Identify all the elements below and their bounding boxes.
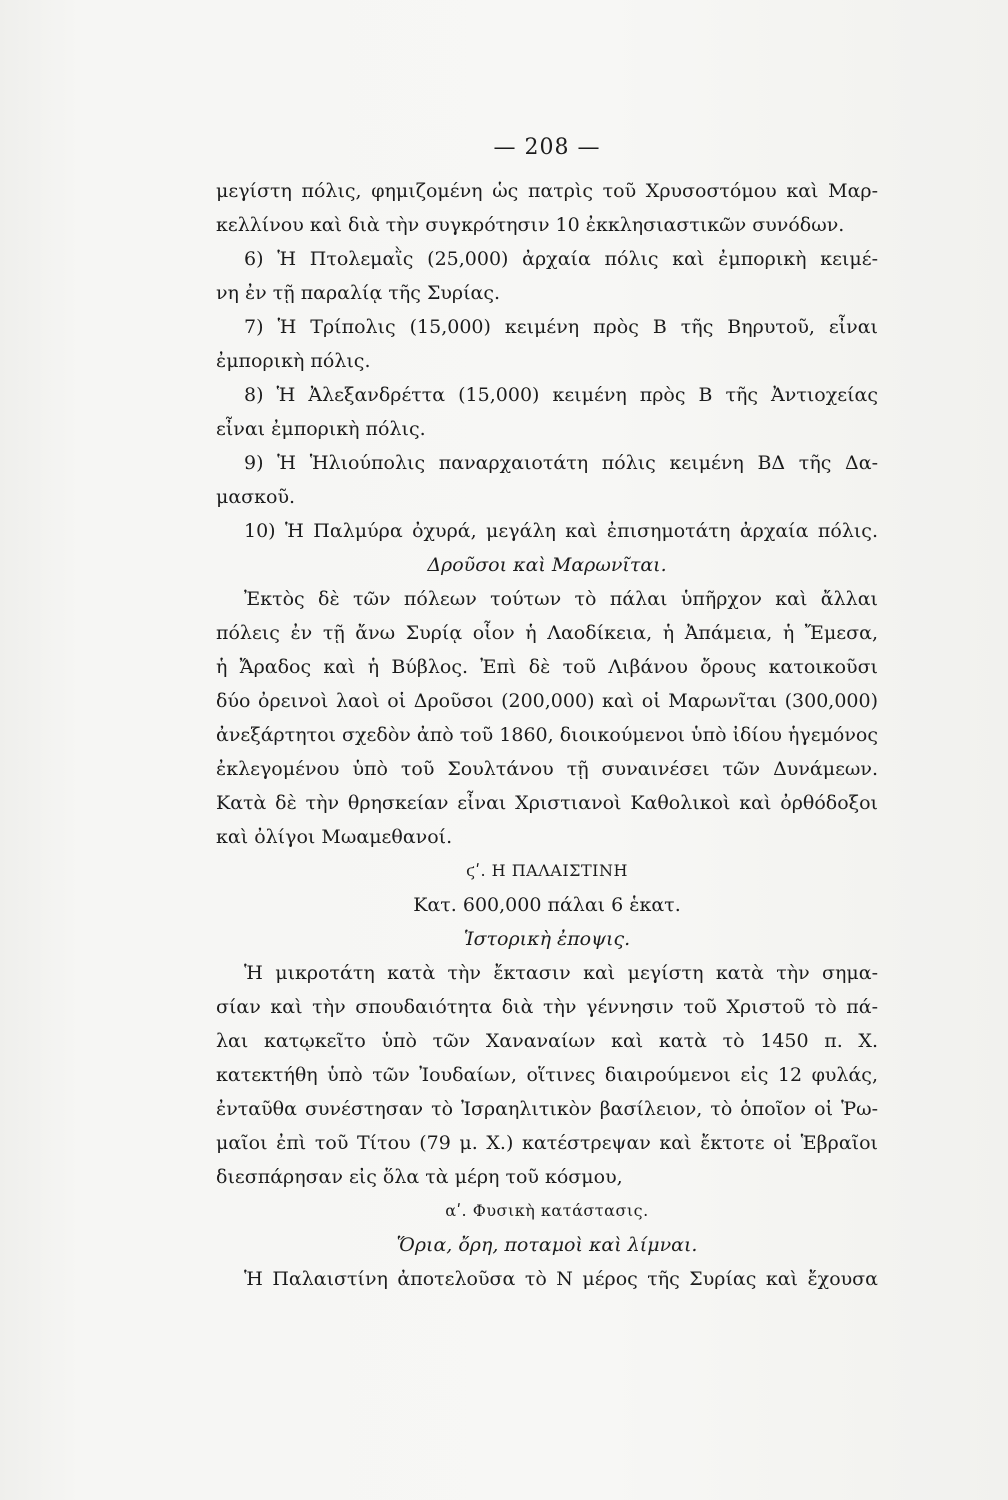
text-line: Κατὰ δὲ τὴν θρησκείαν εἶναι Χριστιανοὶ Καθολικοὶ καὶ ὀρθόδοξοι <box>216 792 878 814</box>
text-line: μεγίστη πόλις, φημιζομένη ὡς πατρὶς τοῦ Χρυσοστόμου καὶ Μαρ- <box>216 180 878 202</box>
text-line: διεσπάρησαν εἰς ὅλα τὰ μέρη τοῦ κόσμου, <box>216 1166 623 1188</box>
text-line: ἐκλεγομένου ὑπὸ τοῦ Σουλτάνου τῇ συναινέσει τῶν Δυνάμεων. <box>216 758 878 780</box>
text-line: ἡ Ἄραδος καὶ ἡ Βύβλος. Ἐπὶ δὲ τοῦ Λιβάνου ὄρους κατοικοῦσι <box>216 656 878 678</box>
paragraph-borders <box>216 1262 878 1296</box>
text-line: δύο ὀρεινοὶ λαοὶ οἱ Δροῦσοι (200,000) καὶ οἱ Μαρωνῖται (300,000) <box>216 690 878 712</box>
text-line: Ἡ Παλαιστίνη ἀποτελοῦσα τὸ Ν μέρος τῆς Συρίας καὶ ἔχουσα <box>244 1268 878 1290</box>
section-heading-druzes: Δροῦσοι καὶ Μαρωνῖται. <box>427 554 667 576</box>
section-heading-borders: Ὅρια, ὄρη, ποταμοὶ καὶ λίμναι. <box>396 1234 698 1256</box>
text-line: 8) Ἡ Ἀλεξανδρέττα (15,000) κειμένη πρὸς Β τῆς Ἀντιοχείας <box>244 384 878 406</box>
text-line: νη ἐν τῇ παραλίᾳ τῆς Συρίας. <box>216 282 501 304</box>
text-line: μασκοῦ. <box>216 486 296 508</box>
section-heading-physical: αʹ. Φυσικὴ κατάστασις. <box>445 1201 649 1220</box>
text-line: ἐμπορικὴ πόλις. <box>216 350 371 372</box>
chapter-heading-palestine: ϛʹ. Η ΠΑΛΑΙΣΤΙΝΗ <box>466 861 628 880</box>
paragraph-cities <box>216 174 878 548</box>
text-line: 6) Ἡ Πτολεμαῒς (25,000) ἀρχαία πόλις καὶ ἐμπορικὴ κειμέ- <box>244 248 878 270</box>
text-line: ἀνεξάρτητοι σχεδὸν ἀπὸ τοῦ 1860, διοικούμενοι ὑπὸ ἰδίου ἡγεμόνος <box>216 724 878 746</box>
text-line: Ἐκτὸς δὲ τῶν πόλεων τούτων τὸ πάλαι ὑπῆρχον καὶ ἄλλαι <box>244 588 878 610</box>
page-number: — 208 — <box>493 135 601 160</box>
paragraph-druzes <box>216 582 878 854</box>
text-line: σίαν καὶ τὴν σπουδαιότητα διὰ τὴν γέννησιν τοῦ Χριστοῦ τὸ πά- <box>216 996 878 1018</box>
paragraph-history <box>216 956 878 1194</box>
text-line: κατεκτήθη ὑπὸ τῶν Ἰουδαίων, οἵτινες διαιρούμενοι εἰς 12 φυλάς, <box>216 1064 878 1086</box>
text-line: 9) Ἡ Ἡλιούπολις παναρχαιοτάτη πόλις κειμένη ΒΔ τῆς Δα- <box>244 452 878 474</box>
section-heading-history: Ἱστορικὴ ἐποψις. <box>463 928 631 950</box>
text-line: λαι κατῳκεῖτο ὑπὸ τῶν Χαναναίων καὶ κατὰ τὸ 1450 π. Χ. <box>216 1030 878 1052</box>
text-line: καὶ ὀλίγοι Μωαμεθανοί. <box>216 826 453 848</box>
text-line: 10) Ἡ Παλμύρα ὀχυρά, μεγάλη καὶ ἐπισημοτάτη ἀρχαία πόλις. <box>244 520 878 542</box>
text-line: μαῖοι ἐπὶ τοῦ Τίτου (79 μ. Χ.) κατέστρεψαν καὶ ἔκτοτε οἱ Ἑβραῖοι <box>216 1132 878 1154</box>
population-line: Κατ. 600,000 πάλαι 6 ἑκατ. <box>413 894 681 916</box>
text-line: εἶναι ἐμπορικὴ πόλις. <box>216 418 426 440</box>
text-line: 7) Ἡ Τρίπολις (15,000) κειμένη πρὸς Β τῆς Βηρυτοῦ, εἶναι <box>244 316 878 338</box>
text-line: κελλίνου καὶ διὰ τὴν συγκρότησιν 10 ἐκκλησιαστικῶν συνόδων. <box>216 214 845 236</box>
page-text-block <box>216 128 878 1296</box>
text-line: ἐνταῦθα συνέστησαν τὸ Ἰσραηλιτικὸν βασίλειον, τὸ ὁποῖον οἱ Ῥω- <box>216 1098 878 1120</box>
text-line: Ἡ μικροτάτη κατὰ τὴν ἔκτασιν καὶ μεγίστη κατὰ τὴν σημα- <box>244 962 878 984</box>
text-line: πόλεις ἐν τῇ ἄνω Συρίᾳ οἷον ἡ Λαοδίκεια, ἡ Ἀπάμεια, ἡ Ἔμεσα, <box>216 622 878 644</box>
